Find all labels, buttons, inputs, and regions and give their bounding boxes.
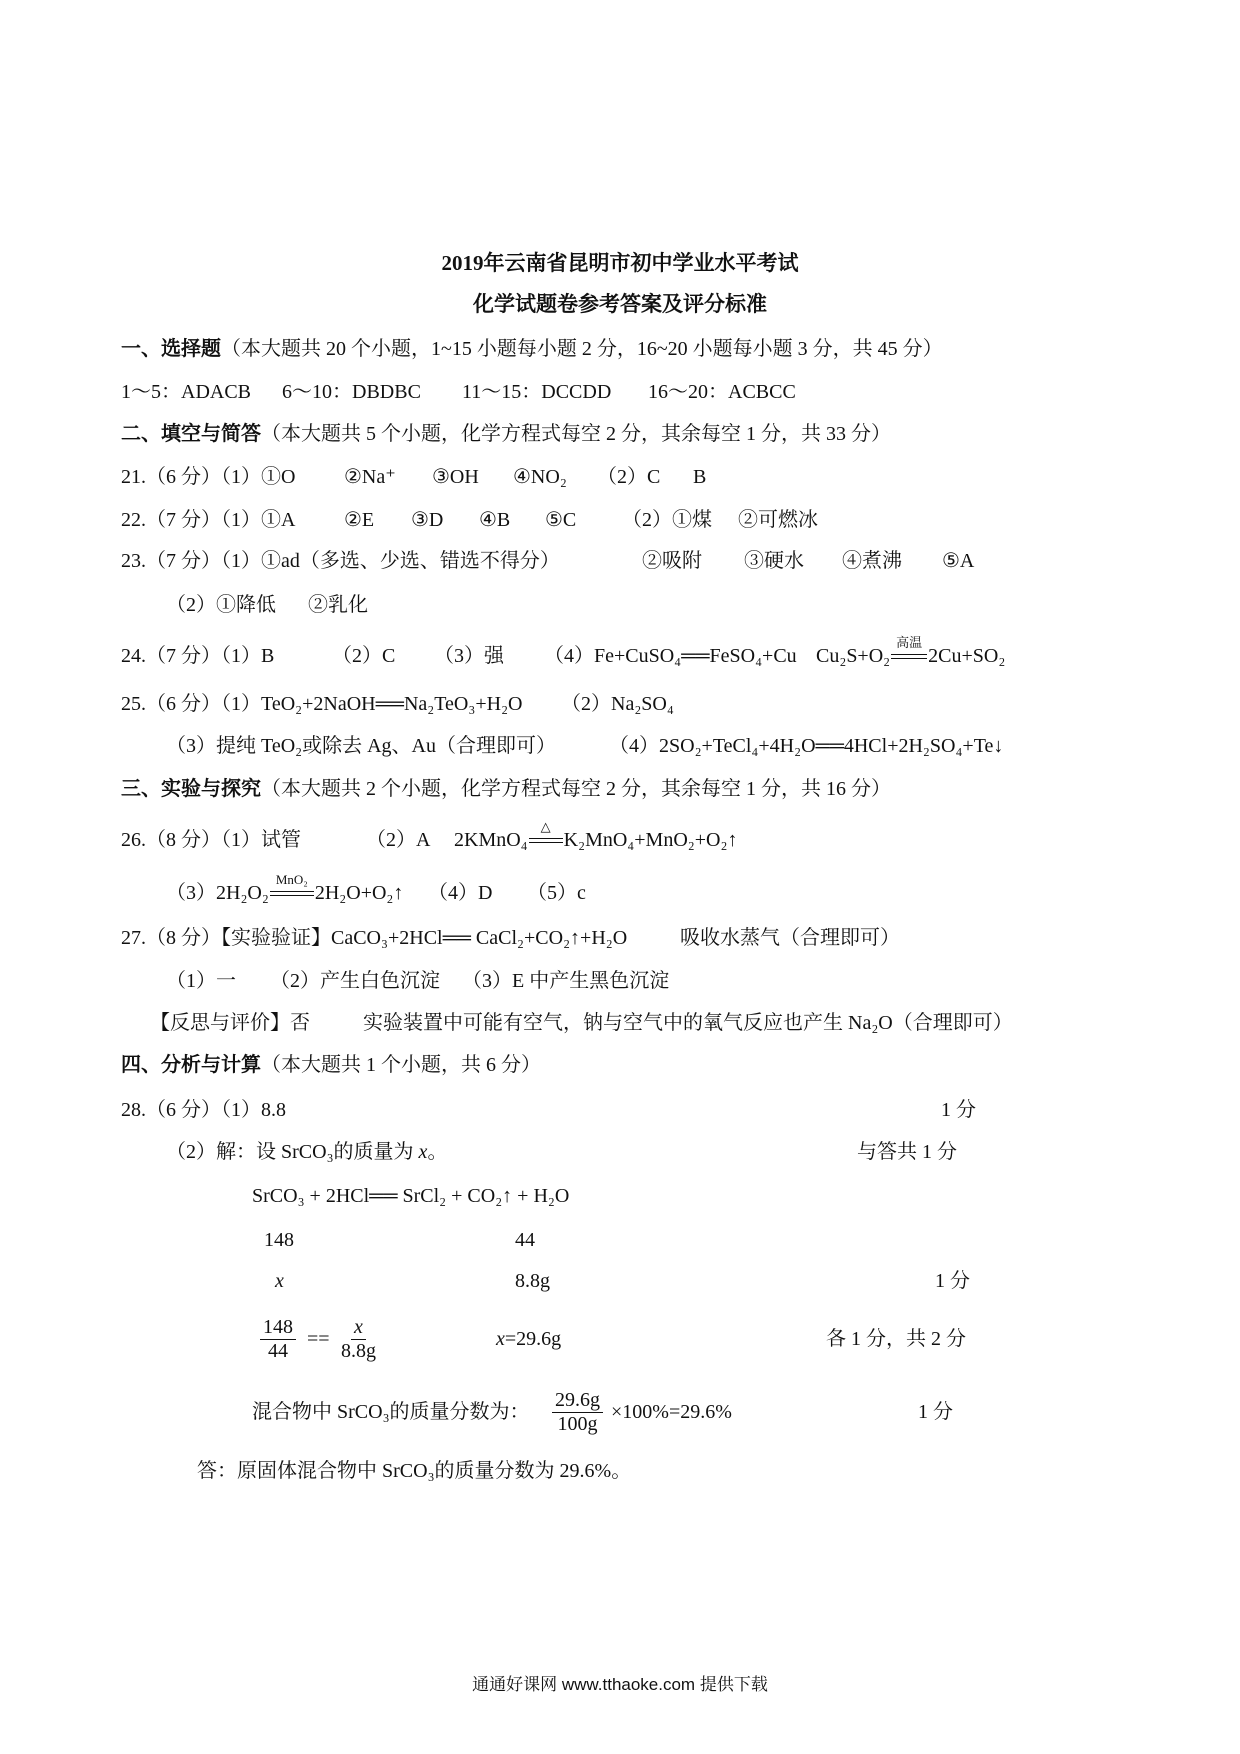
q22-item: ⑤C <box>545 509 577 531</box>
q21-item: B <box>693 466 707 488</box>
reaction-arrow <box>529 819 563 854</box>
q27-item: 27.（8 分）【实验验证】CaCO₃+2HCl══ CaCl₂+CO₂↑+H₂O <box>121 927 628 949</box>
solution-text: （2）解：设 SrCO₃的质量为 <box>166 1141 419 1163</box>
equation-left: Cu₂S+O₂ <box>816 645 891 667</box>
score-note: 1 分 <box>935 1270 970 1292</box>
page-title: 2019年云南省昆明市初中学业水平考试 <box>441 251 799 275</box>
ratio-fraction-left <box>260 1316 296 1363</box>
q28-answer-line <box>0 1457 1240 1485</box>
q22-item: 22.（7 分）（1）①A <box>121 509 296 531</box>
part3-note: （本大题共 2 个小题，化学方程式每空 2 分，其余每空 1 分，共 16 分） <box>261 778 891 800</box>
page-subtitle: 化学试题卷参考答案及评分标准 <box>473 292 767 316</box>
solution-text: 。 <box>427 1141 448 1163</box>
part1-heading-line <box>0 335 1240 363</box>
q27-item: 【反思与评价】否 <box>150 1012 310 1034</box>
part2-heading-line <box>0 420 1240 448</box>
fraction-denominator: 100g <box>557 1413 598 1435</box>
variable-x: x <box>418 1141 428 1163</box>
q21-item: ③OH <box>432 466 479 488</box>
q27-item: 实验装置中可能有空气，钠与空气中的氧气反应也产生 Na₂O（合理即可） <box>363 1012 1013 1034</box>
q28-line <box>0 1096 1240 1124</box>
q24-item: 24.（7 分）（1）B <box>121 645 275 667</box>
result <box>496 1313 561 1365</box>
fraction-numerator: 148 <box>260 1316 296 1340</box>
q23-item: ②吸附 <box>642 550 702 572</box>
q27-item: （1）一 <box>166 970 236 992</box>
fraction-label: 混合物中 SrCO₃的质量分数为： <box>252 1401 530 1423</box>
q26-equation <box>454 819 738 854</box>
q26-item: （2）A <box>366 829 431 851</box>
q28-fraction-line <box>0 1385 1240 1439</box>
double-line <box>529 838 563 843</box>
part2-note: （本大题共 5 个小题，化学方程式每空 2 分，其余每空 1 分，共 33 分） <box>261 423 891 445</box>
q24-item: （4）Fe+CuSO₄══FeSO₄+Cu <box>544 645 797 667</box>
q26-continued-line <box>0 872 1240 907</box>
double-line <box>891 654 927 659</box>
score-note: 1 分 <box>918 1401 953 1423</box>
given-mass: 8.8g <box>515 1270 550 1292</box>
q21-item: 21.（6 分）（1）①O <box>121 466 296 488</box>
q28-ratio-line <box>0 1313 1240 1365</box>
q23-item: ⑤A <box>942 550 975 572</box>
variable-x: x <box>275 1270 284 1292</box>
q24-item: （2）C <box>332 645 396 667</box>
part3-heading-group <box>121 775 891 803</box>
part3-heading-line <box>0 775 1240 803</box>
part2-heading-group <box>121 420 891 448</box>
result-value: =29.6g <box>504 1328 562 1350</box>
q27-line <box>0 924 1240 952</box>
q25-item: （4）2SO₂+TeCl₄+4H₂O══4HCl+2H₂SO₄+Te↓ <box>609 735 1004 757</box>
double-line <box>270 891 314 896</box>
answer-group: 1～5：ADACB <box>121 381 252 403</box>
q23-continued-line <box>0 591 1240 619</box>
q27-item: （3）E 中产生黑色沉淀 <box>462 970 670 992</box>
q22-item: ④B <box>479 509 511 531</box>
q28-solution-line <box>0 1138 1240 1166</box>
q27-item: （2）产生白色沉淀 <box>270 970 440 992</box>
q22-item: ②可燃冰 <box>738 509 818 531</box>
q25-line <box>0 690 1240 718</box>
part1-heading: 一、选择题 <box>121 338 221 360</box>
q23-item: ②乳化 <box>308 594 368 616</box>
reaction-arrow <box>891 635 927 670</box>
q27-continued-line <box>0 967 1240 995</box>
q22-line <box>0 506 1240 534</box>
fraction-denominator: 8.8g <box>341 1340 376 1362</box>
variable-x: x <box>496 1328 505 1350</box>
q27-reflection-line <box>0 1009 1240 1037</box>
q24-line <box>0 635 1240 670</box>
equals-sign: == <box>307 1328 330 1350</box>
fraction-result: ×100%=29.6% <box>611 1401 732 1423</box>
q26-line <box>0 819 1240 854</box>
q26-equation <box>166 872 404 907</box>
q22-item: ②E <box>344 509 375 531</box>
fraction-numerator: 29.6g <box>552 1389 603 1413</box>
q24-equation <box>816 635 1006 670</box>
q25-item: 25.（6 分）（1）TeO₂+2NaOH══Na₂TeO₃+H₂O <box>121 693 523 715</box>
part4-heading-group <box>121 1051 541 1079</box>
part4-note: （本大题共 1 个小题，共 6 分） <box>261 1054 541 1076</box>
q23-item: ③硬水 <box>744 550 804 572</box>
mass-fraction <box>552 1389 603 1436</box>
reaction-condition: △ <box>540 819 551 834</box>
reaction-condition: MnO₂ <box>275 872 308 887</box>
equation-right: 2H₂O+O₂↑ <box>314 882 404 904</box>
equation-left: （3）2H₂O₂ <box>166 882 269 904</box>
page-footer: 通通好课网 www.tthaoke.com 提供下载 <box>472 1675 768 1694</box>
answer-group: 16～20：ACBCC <box>648 381 796 403</box>
ratio-fraction-right <box>338 1316 379 1363</box>
q26-item: （5）c <box>527 882 586 904</box>
part3-heading: 三、实验与探究 <box>121 778 261 800</box>
q28-equation: SrCO₃ + 2HCl══ SrCl₂ + CO₂↑ + H₂O <box>252 1185 570 1207</box>
q28-masses-line <box>0 1226 1240 1254</box>
q23-item: （2）①降低 <box>166 594 276 616</box>
q26-item: 26.（8 分）（1）试管 <box>121 829 301 851</box>
answer-group: 11～15：DCCDD <box>462 381 612 403</box>
q28-quantities-line <box>0 1267 1240 1295</box>
q21-item: ④NO₂ <box>513 466 567 488</box>
part4-heading-line <box>0 1051 1240 1079</box>
equation-right: K₂MnO₄+MnO₂+O₂↑ <box>563 829 738 851</box>
part4-heading: 四、分析与计算 <box>121 1054 261 1076</box>
reaction-condition: 高温 <box>896 635 923 650</box>
q27-item: 吸收水蒸气（合理即可） <box>680 927 900 949</box>
q25-continued-line <box>0 732 1240 760</box>
part1-heading-group <box>121 335 943 363</box>
score-note: 与答共 1 分 <box>857 1141 957 1163</box>
q22-item: ③D <box>411 509 444 531</box>
score-note: 1 分 <box>941 1099 976 1121</box>
q21-item: （2）C <box>597 466 661 488</box>
q21-line <box>0 463 1240 491</box>
q25-item: （3）提纯 TeO₂或除去 Ag、Au（合理即可） <box>166 735 556 757</box>
q26-item: （4）D <box>428 882 493 904</box>
fraction-denominator: 44 <box>268 1340 288 1362</box>
q28-item: 28.（6 分）（1）8.8 <box>121 1099 286 1121</box>
equation-left: 2KMnO₄ <box>454 829 528 851</box>
equation-right: 2Cu+SO₂ <box>928 645 1006 667</box>
q23-line <box>0 547 1240 575</box>
q25-item: （2）Na₂SO₄ <box>561 693 674 715</box>
fraction-numerator: x <box>351 1316 366 1340</box>
part1-answers-line <box>0 378 1240 406</box>
q23-item: 23.（7 分）（1）①ad（多选、少选、错选不得分） <box>121 550 560 572</box>
q28-item <box>166 1138 447 1166</box>
molar-mass: 44 <box>515 1229 535 1251</box>
answer-group: 6～10：DBDBC <box>282 381 421 403</box>
reaction-arrow <box>270 872 314 907</box>
score-note: 各 1 分，共 2 分 <box>826 1328 966 1350</box>
q24-item: （3）强 <box>434 645 504 667</box>
q21-item: ②Na⁺ <box>344 466 396 488</box>
part1-note: （本大题共 20 个小题，1~15 小题每小题 2 分，16~20 小题每小题 3 分，共 45 分） <box>221 338 943 360</box>
q22-item: （2）①煤 <box>622 509 712 531</box>
q23-item: ④煮沸 <box>842 550 902 572</box>
q28-equation-line <box>0 1182 1240 1210</box>
final-answer: 答：原固体混合物中 SrCO₃的质量分数为 29.6%。 <box>197 1460 632 1482</box>
molar-mass: 148 <box>264 1229 294 1251</box>
part2-heading: 二、填空与简答 <box>121 423 261 445</box>
